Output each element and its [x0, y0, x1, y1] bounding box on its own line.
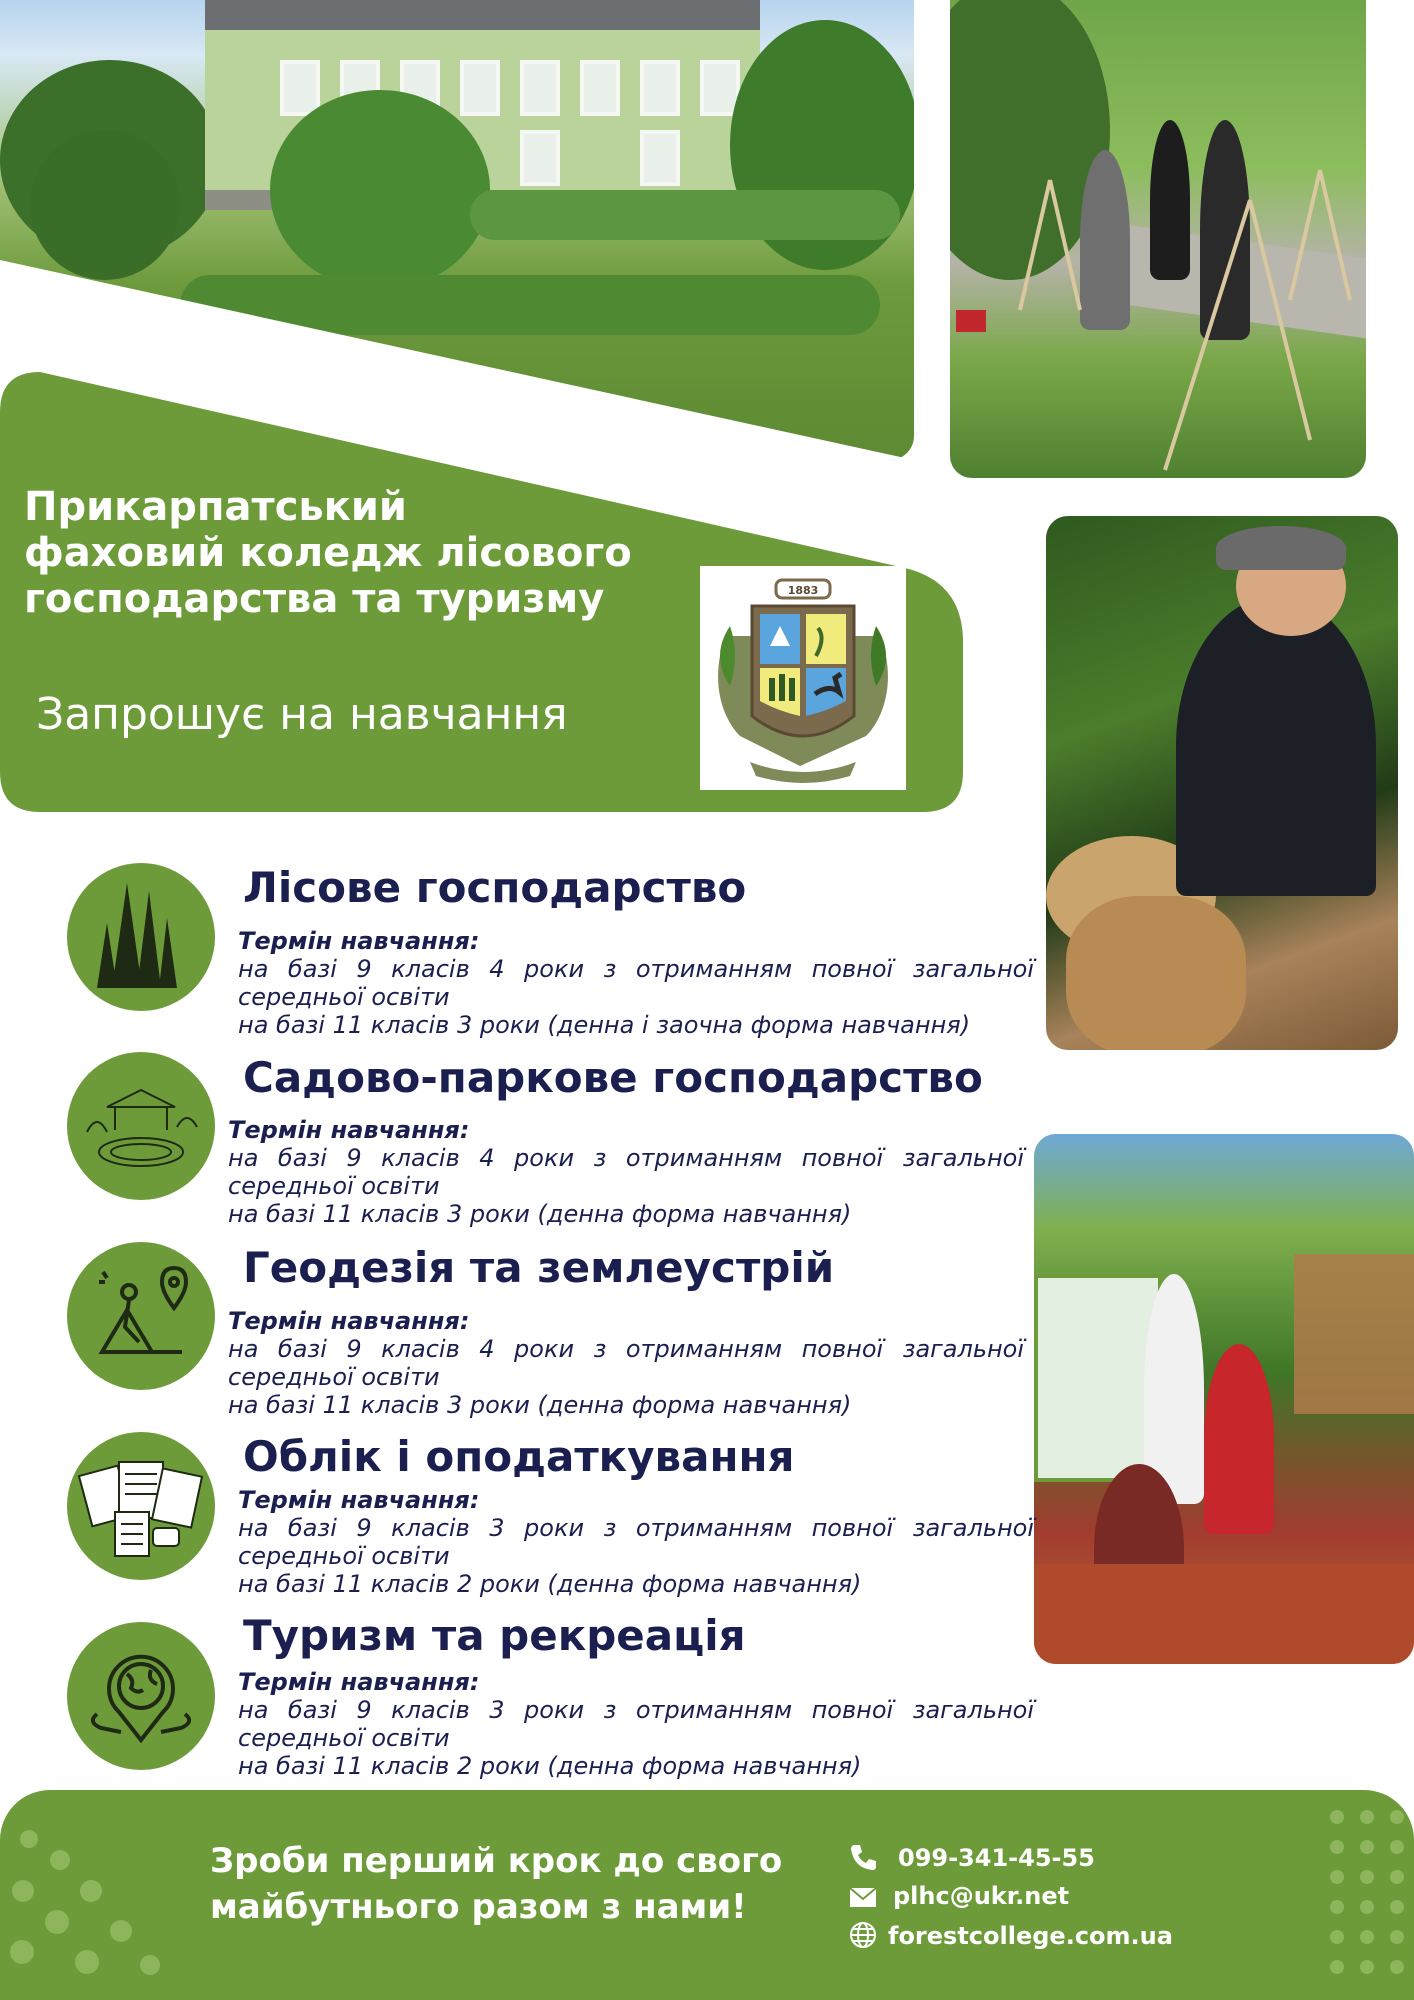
program-term-label: Термін навчання: — [238, 1668, 480, 1696]
program-term-label: Термін навчання: — [238, 1486, 480, 1514]
forest-trees-icon — [67, 863, 215, 1011]
program-term-line-1: на базі 9 класів 4 роки з отриманням повної загальної — [228, 1144, 1024, 1172]
college-name — [24, 484, 664, 622]
emblem-year: 1883 — [787, 584, 819, 597]
program-term-line-1: на базі 9 класів 4 роки з отриманням повної загальної — [238, 955, 1034, 983]
emblem-icon — [700, 566, 906, 790]
program-icon-accounting — [67, 1432, 215, 1580]
program-title-geodesy: Геодезія та землеустрій — [243, 1243, 835, 1292]
students-reading-photo — [1034, 1134, 1414, 1664]
program-icon-geodesy — [67, 1242, 215, 1390]
cta-line-2: майбутнього разом з нами! — [210, 1887, 747, 1927]
email-address[interactable]: plhc@ukr.net — [893, 1882, 1070, 1910]
student-tree-rings-photo — [1046, 516, 1398, 1050]
surveyor-map-icon — [67, 1242, 215, 1390]
program-term-line-2: середньої освіти — [228, 1172, 440, 1200]
surveying-students-photo — [950, 0, 1366, 478]
program-term-line-2: середньої освіти — [238, 983, 450, 1011]
program-term-line-3: на базі 11 класів 3 роки (денна форма навчання) — [228, 1391, 852, 1419]
program-icon-forestry — [67, 863, 215, 1011]
college-name-line-2: фаховий коледж лісового — [24, 530, 632, 576]
program-term-label: Термін навчання: — [238, 927, 480, 955]
program-title-forestry: Лісове господарство — [243, 863, 747, 912]
college-emblem — [700, 566, 906, 790]
program-term-line-2: середньої освіти — [238, 1542, 450, 1570]
program-term-line-3: на базі 11 класів 2 роки (денна форма навчання) — [238, 1570, 862, 1598]
globe-pin-icon — [67, 1622, 215, 1770]
program-term-line-3: на базі 11 класів 2 роки (денна форма навчання) — [238, 1752, 862, 1780]
program-icon-landscape — [67, 1052, 215, 1200]
phone-number[interactable]: 099-341-45-55 — [898, 1844, 1095, 1872]
globe-icon — [848, 1920, 878, 1950]
program-icon-tourism — [67, 1622, 215, 1770]
garden-gazebo-icon — [67, 1052, 215, 1200]
accounting-documents-icon — [67, 1432, 215, 1580]
cta-line-1: Зроби перший крок до свого — [210, 1841, 783, 1881]
program-title-landscape: Садово-паркове господарство — [243, 1053, 983, 1102]
program-term-line-1: на базі 9 класів 3 роки з отриманням повної загальної — [238, 1696, 1034, 1724]
program-term-line-1: на базі 9 класів 4 роки з отриманням повної загальної — [228, 1335, 1024, 1363]
website-link[interactable]: forestcollege.com.ua — [888, 1922, 1173, 1950]
program-term-line-3: на базі 11 класів 3 роки (денна і заочна форма навчання) — [238, 1011, 971, 1039]
program-term-label: Термін навчання: — [228, 1307, 470, 1335]
email-icon — [848, 1882, 878, 1912]
call-to-action — [210, 1838, 830, 1930]
phone-icon — [848, 1842, 878, 1872]
program-term-label: Термін навчання: — [228, 1116, 470, 1144]
program-term-line-1: на базі 9 класів 3 роки з отриманням повної загальної — [238, 1514, 1034, 1542]
program-term-line-2: середньої освіти — [228, 1363, 440, 1391]
invitation-subtitle: Запрошує на навчання — [36, 689, 568, 740]
program-term-line-3: на базі 11 класів 3 роки (денна форма навчання) — [228, 1200, 852, 1228]
program-title-accounting: Облік і оподаткування — [243, 1432, 795, 1481]
program-term-line-2: середньої освіти — [238, 1724, 450, 1752]
college-name-line-3: господарства та туризму — [24, 576, 605, 622]
program-title-tourism: Туризм та рекреація — [243, 1611, 746, 1660]
college-name-line-1: Прикарпатський — [24, 484, 407, 530]
